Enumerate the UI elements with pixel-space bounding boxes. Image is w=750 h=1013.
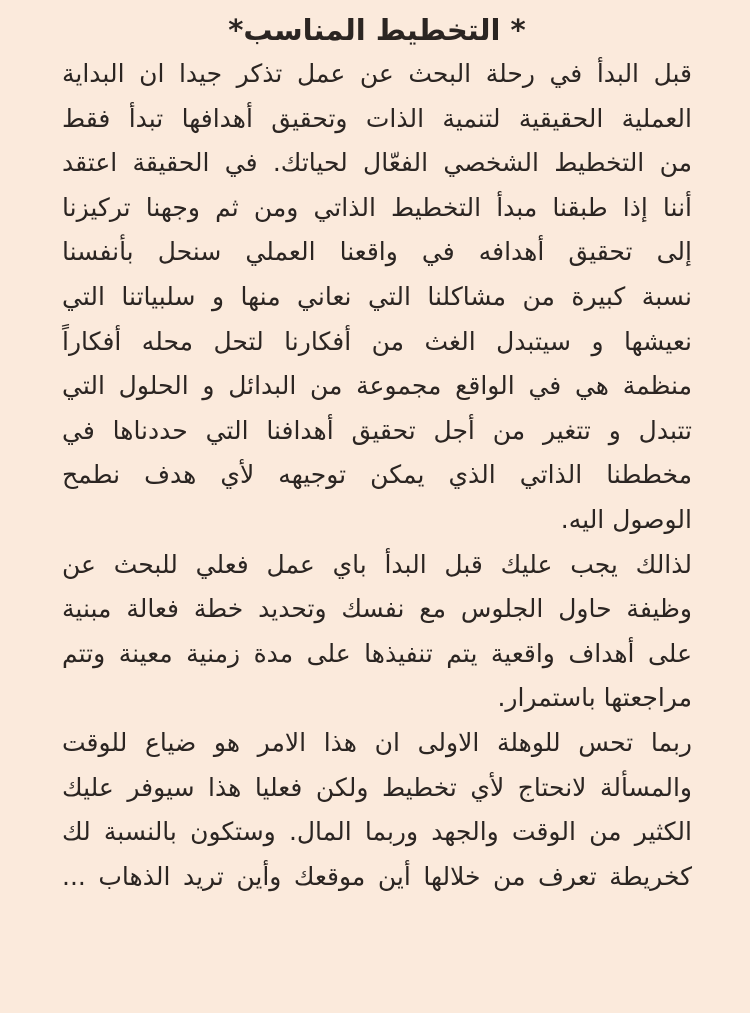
paragraph-plan-before-job xyxy=(62,543,692,721)
text-line: مراجعتها باستمرار. xyxy=(497,683,692,713)
text-line: لذالك يجب عليك قبل البدأ باي عمل فعلي للبحث عن xyxy=(62,549,692,579)
text-line: الكثير من الوقت والجهد وربما المال. وستكون بالنسبة لك xyxy=(62,817,692,847)
text-line: أننا إذا طبقنا مبدأ التخطيط الذاتي ومن ثم وجهنا تركيزنا xyxy=(62,192,692,222)
paragraph-planning-intro xyxy=(62,52,692,543)
text-line: كخريطة تعرف من خلالها أين موقعك وأين تريد الذهاب ... xyxy=(62,861,692,891)
text-line: نسبة كبيرة من مشاكلنا التي نعاني منها و سلبياتنا التي xyxy=(62,281,692,311)
text-line: العملية الحقيقية لتنمية الذات وتحقيق أهدافها تبدأ فقط xyxy=(62,103,692,133)
text-line: مخططنا الذاتي الذي يمكن توجيهه لأي هدف نطمح xyxy=(62,460,692,490)
text-line: والمسألة لانحتاج لأي تخطيط ولكن فعليا هذا سيوفر عليك xyxy=(62,772,692,802)
text-line: قبل البدأ في رحلة البحث عن عمل تذكر جيدا ان البداية xyxy=(62,59,692,88)
document-title: * التخطيط المناسب* xyxy=(228,13,526,47)
text-line: ربما تحس للوهلة الاولى ان هذا الامر هو ضياع للوقت xyxy=(62,727,692,757)
text-line: وظيفة حاول الجلوس مع نفسك وتحديد خطة فعالة مبنية xyxy=(62,594,692,624)
text-line: منظمة هي في الواقع مجموعة من البدائل و الحلول التي xyxy=(62,371,692,401)
text-line: الوصول اليه. xyxy=(560,504,692,534)
text-line: على أهداف واقعية يتم تنفيذها على مدة زمنية معينة وتتم xyxy=(62,638,692,668)
text-line: إلى تحقيق أهدافه في واقعنا العملي سنحل بأنفسنا xyxy=(62,237,692,267)
paragraph-plan-saves-time xyxy=(62,721,692,899)
text-line: تتبدل و تتغير من أجل تحقيق أهدافنا التي حددناها في xyxy=(62,415,692,445)
text-line: من التخطيط الشخصي الفعّال لحياتك. في الحقيقة اعتقد xyxy=(62,148,692,178)
text-line: نعيشها و سيتبدل الغث من أفكارنا لتحل محله أفكاراً xyxy=(62,326,692,356)
